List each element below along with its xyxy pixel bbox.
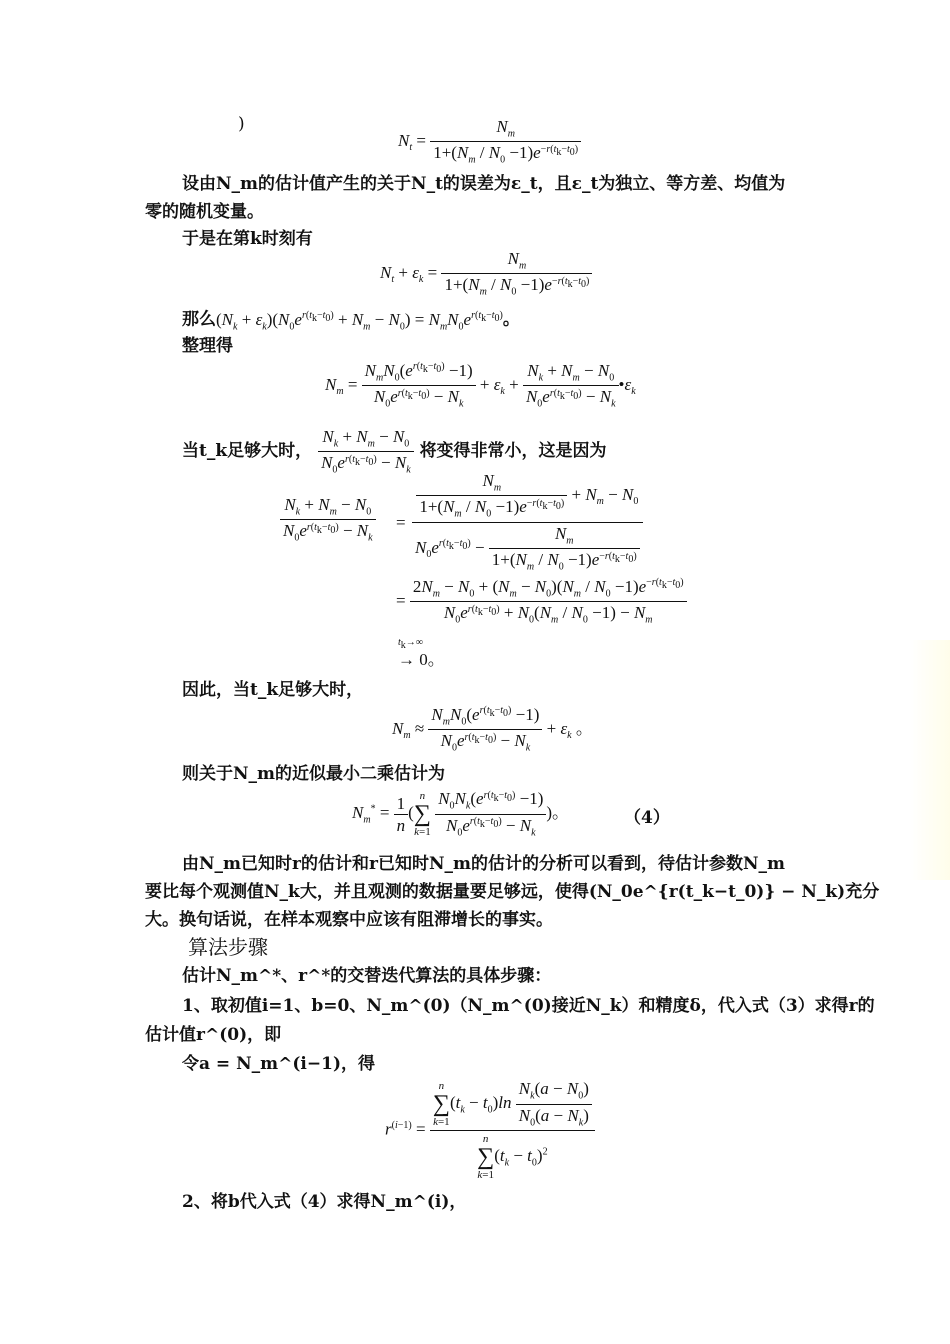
limit-condition: $t_k\to\infty$ bbox=[398, 637, 423, 651]
equation-nm-approx: $N_m$ ≈ $\frac{N_mN_0(e^{r(t_k-t_0)} -1)}{N_0e^{r(t_k-t_0)} - N_k}$ + $\varepsilon_k$ 。 bbox=[392, 705, 593, 754]
paragraph-error-def: 设由N_m的估计值产生的关于N_t的误差为ε_t，且ε_t为独立、等方差、均值为 bbox=[182, 174, 786, 194]
then-suffix: 。 bbox=[502, 309, 520, 330]
equation-nm-full: $N_m$ = $\frac{N_mN_0(e^{r(t_k-t_0)} -1)}{N_0e^{r(t_k-t_0)} - N_k}$ + $\varepsilon_k$ + $\frac{N_k + N_m - N_0}{N_0e^{r(t_k-t_0)} - N_k}$ $•\varepsilon_k$ bbox=[325, 361, 636, 410]
equation-4-label: （4） bbox=[624, 808, 670, 828]
equation-derivation-lhs: $\frac{N_k + N_m - N_0}{N_0e^{r(t_k-t_0)} - N_k}$ bbox=[280, 482, 376, 544]
paragraph-analysis-2: 要比每个观测值N_k大，并且观测的数据量要足够远，使得(N_0e^{r(t_k−t_0)} − N_k)充分 bbox=[145, 882, 880, 902]
section-heading: 算法步骤 bbox=[188, 935, 268, 959]
equation-derivation-rhs1: $\frac{N_m}{1+(N_m / N_0 -1)e^{-r(t_k-t_0)}}$ + $N_m - N_0$ $N_0e^{r(t_k-t_0)}$ − $\frac{N_m}{1+(N_m / N_0 -1)e^{-r(t_k-t_0)}}$ bbox=[412, 472, 643, 573]
paragraph-let-a: 令a = N_m^(i−1)，得 bbox=[182, 1054, 375, 1074]
limit-result: → 0。 bbox=[398, 650, 445, 669]
paragraph-analysis-3: 大。换句话说，在样本观察中应该有阻滞增长的事实。 bbox=[145, 910, 553, 930]
paragraph-lsq: 则关于N_m的近似最小二乘估计为 bbox=[182, 764, 446, 784]
scan-stain bbox=[910, 640, 950, 880]
step-2: 2、将b代入式（4）求得N_m^(i)， bbox=[182, 1192, 467, 1212]
equation-nt-eps: $N_t + \varepsilon_k$ = $\frac{N_m}{1+(N_m / N_0 -1)e^{-r(t_k-t_0)}}$ bbox=[380, 250, 592, 298]
equation-r-estimate: $r^{(i-1)}$ = n ∑ $k=1(t_k - t_0)\ln$ $\frac{N_k(a - N_0)}{N_0(a - N_k)}$ n ∑ $k=1(t_k - t_0)^2$ bbox=[385, 1080, 595, 1181]
paragraph-error-def-cont: 零的随机变量。 bbox=[145, 202, 264, 222]
paragraph-when-large: 当t_k足够大时， $\frac{N_k + N_m - N_0}{N_0e^{r(t_k-t_0)} - N_k}$ 将变得非常小，这是因为 bbox=[182, 427, 607, 476]
paragraph-therefore: 因此，当t_k足够大时， bbox=[182, 680, 364, 700]
when-suffix: 将变得非常小，这是因为 bbox=[419, 440, 607, 461]
step-1-line-2: 估计值r^(0)，即 bbox=[145, 1025, 282, 1045]
equation-4: $N_m^*$ = $\frac{1}{n}$ (n ∑ k=1 $\frac{N_0N_k(e^{r(t_k-t_0)} -1)}{N_0e^{r(t_k-t_0)} - N_k}$ )。 bbox=[352, 789, 570, 839]
step-1-line-1: 1、取初值i=1、b=0、N_m^(0)（N_m^(0)接近N_k）和精度δ，代入式（3）求得r的 bbox=[182, 996, 875, 1016]
equation-derivation-rhs2: = $\frac{2N_m - N_0 + (N_m - N_0)(N_m / N_0 -1)e^{-r(t_k-t_0)}}{N_0e^{r(t_k-t_0)} + N_0(N_m / N_0 -1) - N_m}$ bbox=[396, 578, 687, 626]
paragraph-kth-time: 于是在第k时刻有 bbox=[182, 229, 313, 249]
when-prefix: 当t_k足够大时， bbox=[182, 440, 313, 461]
paragraph-rearrange: 整理得 bbox=[182, 336, 233, 356]
paragraph-iteration-intro: 估计N_m^*、r^*的交替迭代算法的具体步骤： bbox=[182, 966, 552, 986]
paragraph-analysis-1: 由N_m已知时r的估计和r已知时N_m的估计的分析可以看到，待估计参数N_m bbox=[182, 854, 785, 874]
equation-nt: $N_t$ = $\frac{N_m}{1+(N_m / N_0 -1)e^{-r(t_k-t_0)}}$ bbox=[398, 118, 581, 166]
then-prefix: 那么 bbox=[182, 309, 216, 330]
equals-sign-1: = bbox=[396, 513, 406, 532]
stray-parenthesis: ) bbox=[238, 114, 245, 134]
paragraph-then: 那么$(N_k + \varepsilon_k)(N_0e^{r(t_k-t_0)} + N_m - N_0) = N_mN_0e^{r(t_k-t_0)}$。 bbox=[182, 309, 520, 333]
